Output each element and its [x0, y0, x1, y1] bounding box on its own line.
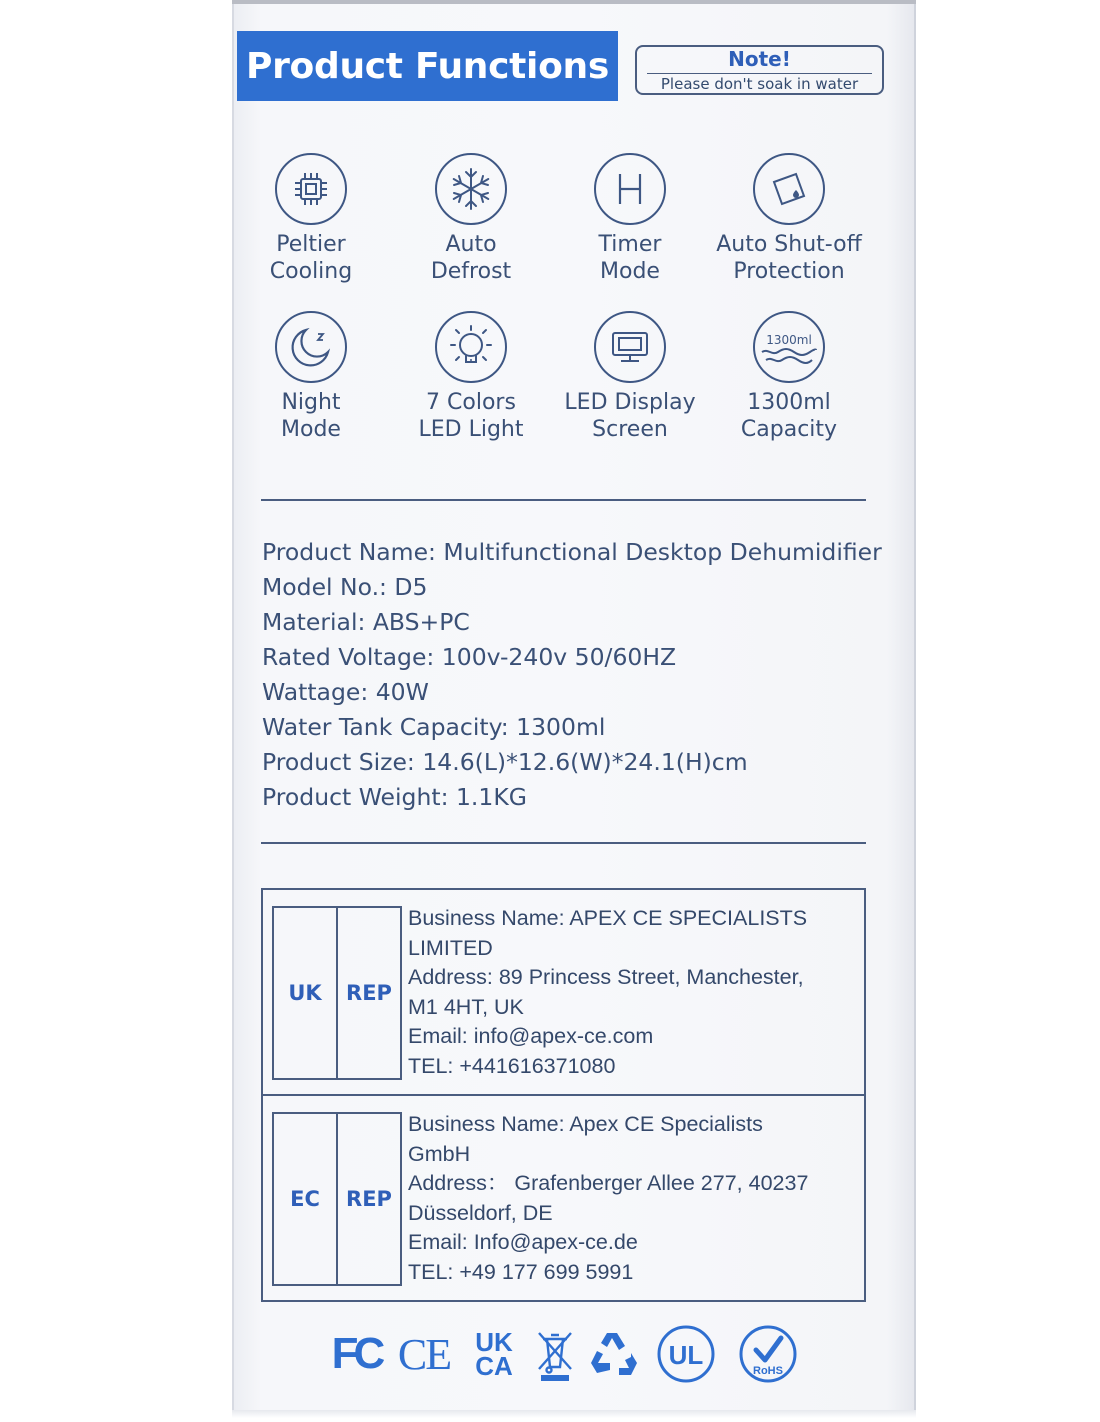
spec-product-weight: Product Weight: 1.1KG	[262, 783, 527, 811]
ce-mark	[396, 1330, 452, 1378]
ec-rep-line: Business Name: Apex CE Specialists	[408, 1112, 763, 1136]
ec-label: EC	[290, 1187, 320, 1211]
tipping-tank-icon	[753, 153, 825, 225]
feature-label-line2: Cooling	[269, 259, 353, 284]
fcc-mark	[326, 1330, 386, 1378]
feature-label-line2: Protection	[733, 259, 845, 284]
note-title: Note!	[728, 47, 791, 71]
note-text: Please don't soak in water	[660, 75, 859, 93]
ukca-mark	[466, 1326, 522, 1382]
ec-rep-details	[408, 1110, 858, 1287]
feature-timer-mode	[550, 153, 710, 285]
feature-led-light	[391, 311, 551, 443]
section-divider	[261, 499, 866, 501]
feature-label-line2: Mode	[600, 259, 660, 284]
note-box	[635, 45, 884, 95]
ec-rep-tel: TEL: +49 177 699 5991	[408, 1259, 634, 1284]
feature-label-line1: 1300ml	[747, 390, 831, 415]
spec-product-size: Product Size: 14.6(L)*12.6(W)*24.1(H)cm	[262, 748, 748, 776]
h-letter-icon	[594, 153, 666, 225]
feature-led-display	[550, 311, 710, 443]
uk-rep-badge	[272, 906, 402, 1080]
feature-peltier-cooling	[231, 153, 391, 285]
feature-label-line2: Screen	[592, 417, 668, 442]
ec-rep-line: GmbH	[408, 1141, 471, 1166]
spec-product-name: Product Name: Multifunctional Desktop Dehumidifier	[262, 538, 882, 566]
rohs-text: RoHS	[753, 1365, 783, 1377]
box-bottom-edge	[232, 1410, 916, 1418]
water-capacity-icon	[753, 311, 825, 383]
feature-auto-defrost	[391, 153, 551, 285]
spec-tank-capacity: Water Tank Capacity: 1300ml	[262, 713, 606, 741]
feature-label-line1: Timer	[598, 232, 662, 257]
product-functions-header: Product Functions	[237, 31, 618, 101]
uk-rep-line: Address: 89 Princess Street, Manchester,	[408, 965, 804, 989]
snowflake-icon	[435, 153, 507, 225]
feature-label-line1: LED Display	[564, 390, 696, 415]
ec-rep-email: Email: Info@apex-ce.de	[408, 1230, 638, 1254]
recycle-icon	[586, 1328, 644, 1382]
ukca-top: UK	[475, 1327, 513, 1357]
uk-rep-details	[408, 904, 858, 1081]
spec-material: Material: ABS+PC	[262, 608, 470, 636]
feature-label-line1: Peltier	[276, 232, 346, 257]
weee-bin-icon	[532, 1326, 578, 1384]
ec-rep-badge	[272, 1112, 402, 1286]
ec-rep-block	[261, 1094, 866, 1302]
light-bulb-icon	[435, 311, 507, 383]
rohs-mark	[738, 1324, 798, 1384]
uk-label: UK	[288, 981, 322, 1005]
feature-label-line2: Capacity	[740, 417, 838, 442]
moon-icon	[275, 311, 347, 383]
uk-rep-tel: TEL: +441616371080	[408, 1053, 616, 1078]
certification-marks	[320, 1322, 810, 1388]
ec-rep-line: Address： Grafenberger Allee 277, 40237	[408, 1171, 809, 1195]
feature-auto-shutoff	[709, 153, 869, 285]
ec-rep-line: Düsseldorf, DE	[408, 1200, 553, 1225]
rep-label: REP	[336, 908, 400, 1078]
spec-rated-voltage: Rated Voltage: 100v-240v 50/60HZ	[262, 643, 677, 671]
ce-text: CE	[397, 1329, 451, 1379]
display-screen-icon	[594, 311, 666, 383]
feature-label-line2: LED Light	[418, 417, 524, 442]
chip-icon	[275, 153, 347, 225]
section-divider	[261, 842, 866, 844]
feature-label-line1: Auto Shut-off	[716, 232, 862, 257]
rep-label: REP	[336, 1114, 400, 1284]
capacity-icon-text: 1300ml	[766, 333, 812, 347]
uk-rep-block	[261, 888, 866, 1096]
ul-text: UL	[668, 1340, 704, 1370]
feature-label-line2: Defrost	[430, 259, 512, 284]
feature-label-line1: 7 Colors	[426, 390, 516, 415]
uk-rep-line: Business Name: APEX CE SPECIALISTS	[408, 906, 808, 930]
feature-capacity	[709, 311, 869, 443]
spec-model-no: Model No.: D5	[262, 573, 428, 601]
uk-rep-line: M1 4HT, UK	[408, 994, 524, 1019]
fcc-text: FC	[331, 1329, 381, 1378]
feature-label-line1: Night	[281, 390, 341, 415]
uk-rep-line: LIMITED	[408, 935, 493, 960]
feature-night-mode	[231, 311, 391, 443]
feature-label-line2: Mode	[281, 417, 341, 442]
uk-rep-email: Email: info@apex-ce.com	[408, 1024, 654, 1048]
ukca-bottom: CA	[475, 1351, 513, 1381]
feature-label-line1: Auto	[445, 232, 497, 257]
spec-wattage: Wattage: 40W	[262, 678, 429, 706]
spec-list	[262, 535, 882, 815]
ul-mark	[656, 1324, 716, 1384]
